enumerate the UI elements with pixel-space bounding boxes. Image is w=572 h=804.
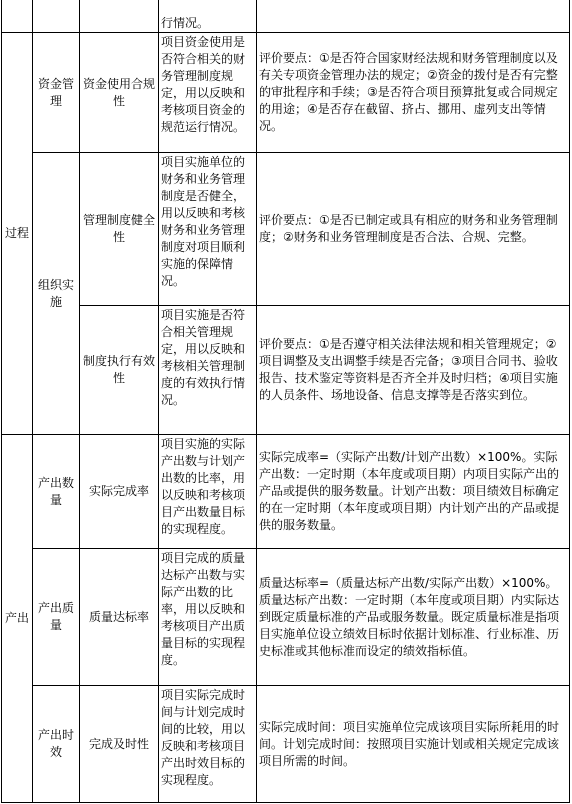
level2-cell-output-timeliness: 产出时效: [33, 686, 80, 803]
level1-cell-process: 过程: [2, 33, 33, 435]
indicator-cell-completion-rate: 实际完成率: [80, 435, 159, 549]
table-row: [2, 153, 570, 306]
indicator-cell-execution-effectiveness: 制度执行有效性: [80, 306, 159, 435]
level1-cell: [2, 0, 33, 33]
table-row: [2, 686, 570, 803]
level2-cell-output-quality: 产出质量: [33, 549, 80, 686]
table-row: [2, 549, 570, 686]
description-cell: 项目完成的质量达标产出数与实际产出数的比率，用以反映和考核项目产出质量目标的实现程度。: [159, 549, 257, 686]
table-row: [2, 0, 570, 33]
description-cell: 项目实施是否符合相关管理规定，用以反映和考核相关管理制度的有效执行情况。: [159, 306, 257, 435]
indicator-cell-timeliness: 完成及时性: [80, 686, 159, 803]
level1-cell-output: 产出: [2, 435, 33, 803]
level2-cell-output-quantity: 产出数量: [33, 435, 80, 549]
criteria-cell: 实际完成率=（实际产出数/计划产出数）×100%。实际产出数：一定时期（本年度或项目期）内项目实际产出的产品或提供的服务数量。计划产出数：项目绩效目标确定的在一定时期（本年度或项目期）内计划产出的产品或提供的服务数量。: [257, 435, 570, 549]
table-row: [2, 306, 570, 435]
criteria-cell: 评价要点：①是否符合国家财经法规和财务管理制度以及有关专项资金管理办法的规定；②资金的拨付是否有完整的审批程序和手续；③是否符合项目预算批复或合同规定的用途；④是否存在截留、挤占、挪用、虚列支出等情况。: [257, 33, 570, 153]
description-cell: 项目资金使用是否符合相关的财务管理制度规定，用以反映和考核项目资金的规范运行情况。: [159, 33, 257, 153]
level2-cell: [33, 0, 80, 33]
table-row: [2, 33, 570, 153]
indicator-cell-system-soundness: 管理制度健全性: [80, 153, 159, 306]
criteria-cell: 实际完成时间：项目实施单位完成该项目实际所耗用的时间。计划完成时间：按照项目实施计划或相关规定完成该项目所需的时间。: [257, 686, 570, 803]
description-cell: 项目实际完成时间与计划完成时间的比较，用以反映和考核项目产出时效目标的实现程度。: [159, 686, 257, 803]
indicator-cell-quality-rate: 质量达标率: [80, 549, 159, 686]
criteria-cell: [257, 0, 570, 33]
criteria-cell: 质量达标率=（质量达标产出数/实际产出数）×100%。质量达标产出数：一定时期（本年度或项目期）内实际达到既定质量标准的产品或服务数量。既定质量标准是指项目实施单位设立绩效目标时依据计划标准、行业标准、历史标准或其他标准而设定的绩效指标值。: [257, 549, 570, 686]
criteria-cell: 评价要点：①是否遵守相关法律法规和相关管理规定；②项目调整及支出调整手续是否完备；③项目合同书、验收报告、技术鉴定等资料是否齐全并及时归档；④项目实施的人员条件、场地设备、信息支撑等是否落实到位。: [257, 306, 570, 435]
level2-cell-organization: 组织实施: [33, 153, 80, 435]
table-row: [2, 435, 570, 549]
description-cell: 项目实施的实际产出数与计划产出数的比率，用以反映和考核项目产出数量目标的实现程度。: [159, 435, 257, 549]
criteria-cell: 评价要点：①是否已制定或具有相应的财务和业务管理制度；②财务和业务管理制度是否合法、合规、完整。: [257, 153, 570, 306]
level2-cell-fund-management: 资金管理: [33, 33, 80, 153]
description-cell: 行情况。: [159, 0, 257, 33]
indicator-cell: [80, 0, 159, 33]
evaluation-indicator-table: [1, 0, 570, 803]
description-cell: 项目实施单位的财务和业务管理制度是否健全，用以反映和考核财务和业务管理制度对项目顺利实施的保障情况。: [159, 153, 257, 306]
indicator-cell-fund-compliance: 资金使用合规性: [80, 33, 159, 153]
